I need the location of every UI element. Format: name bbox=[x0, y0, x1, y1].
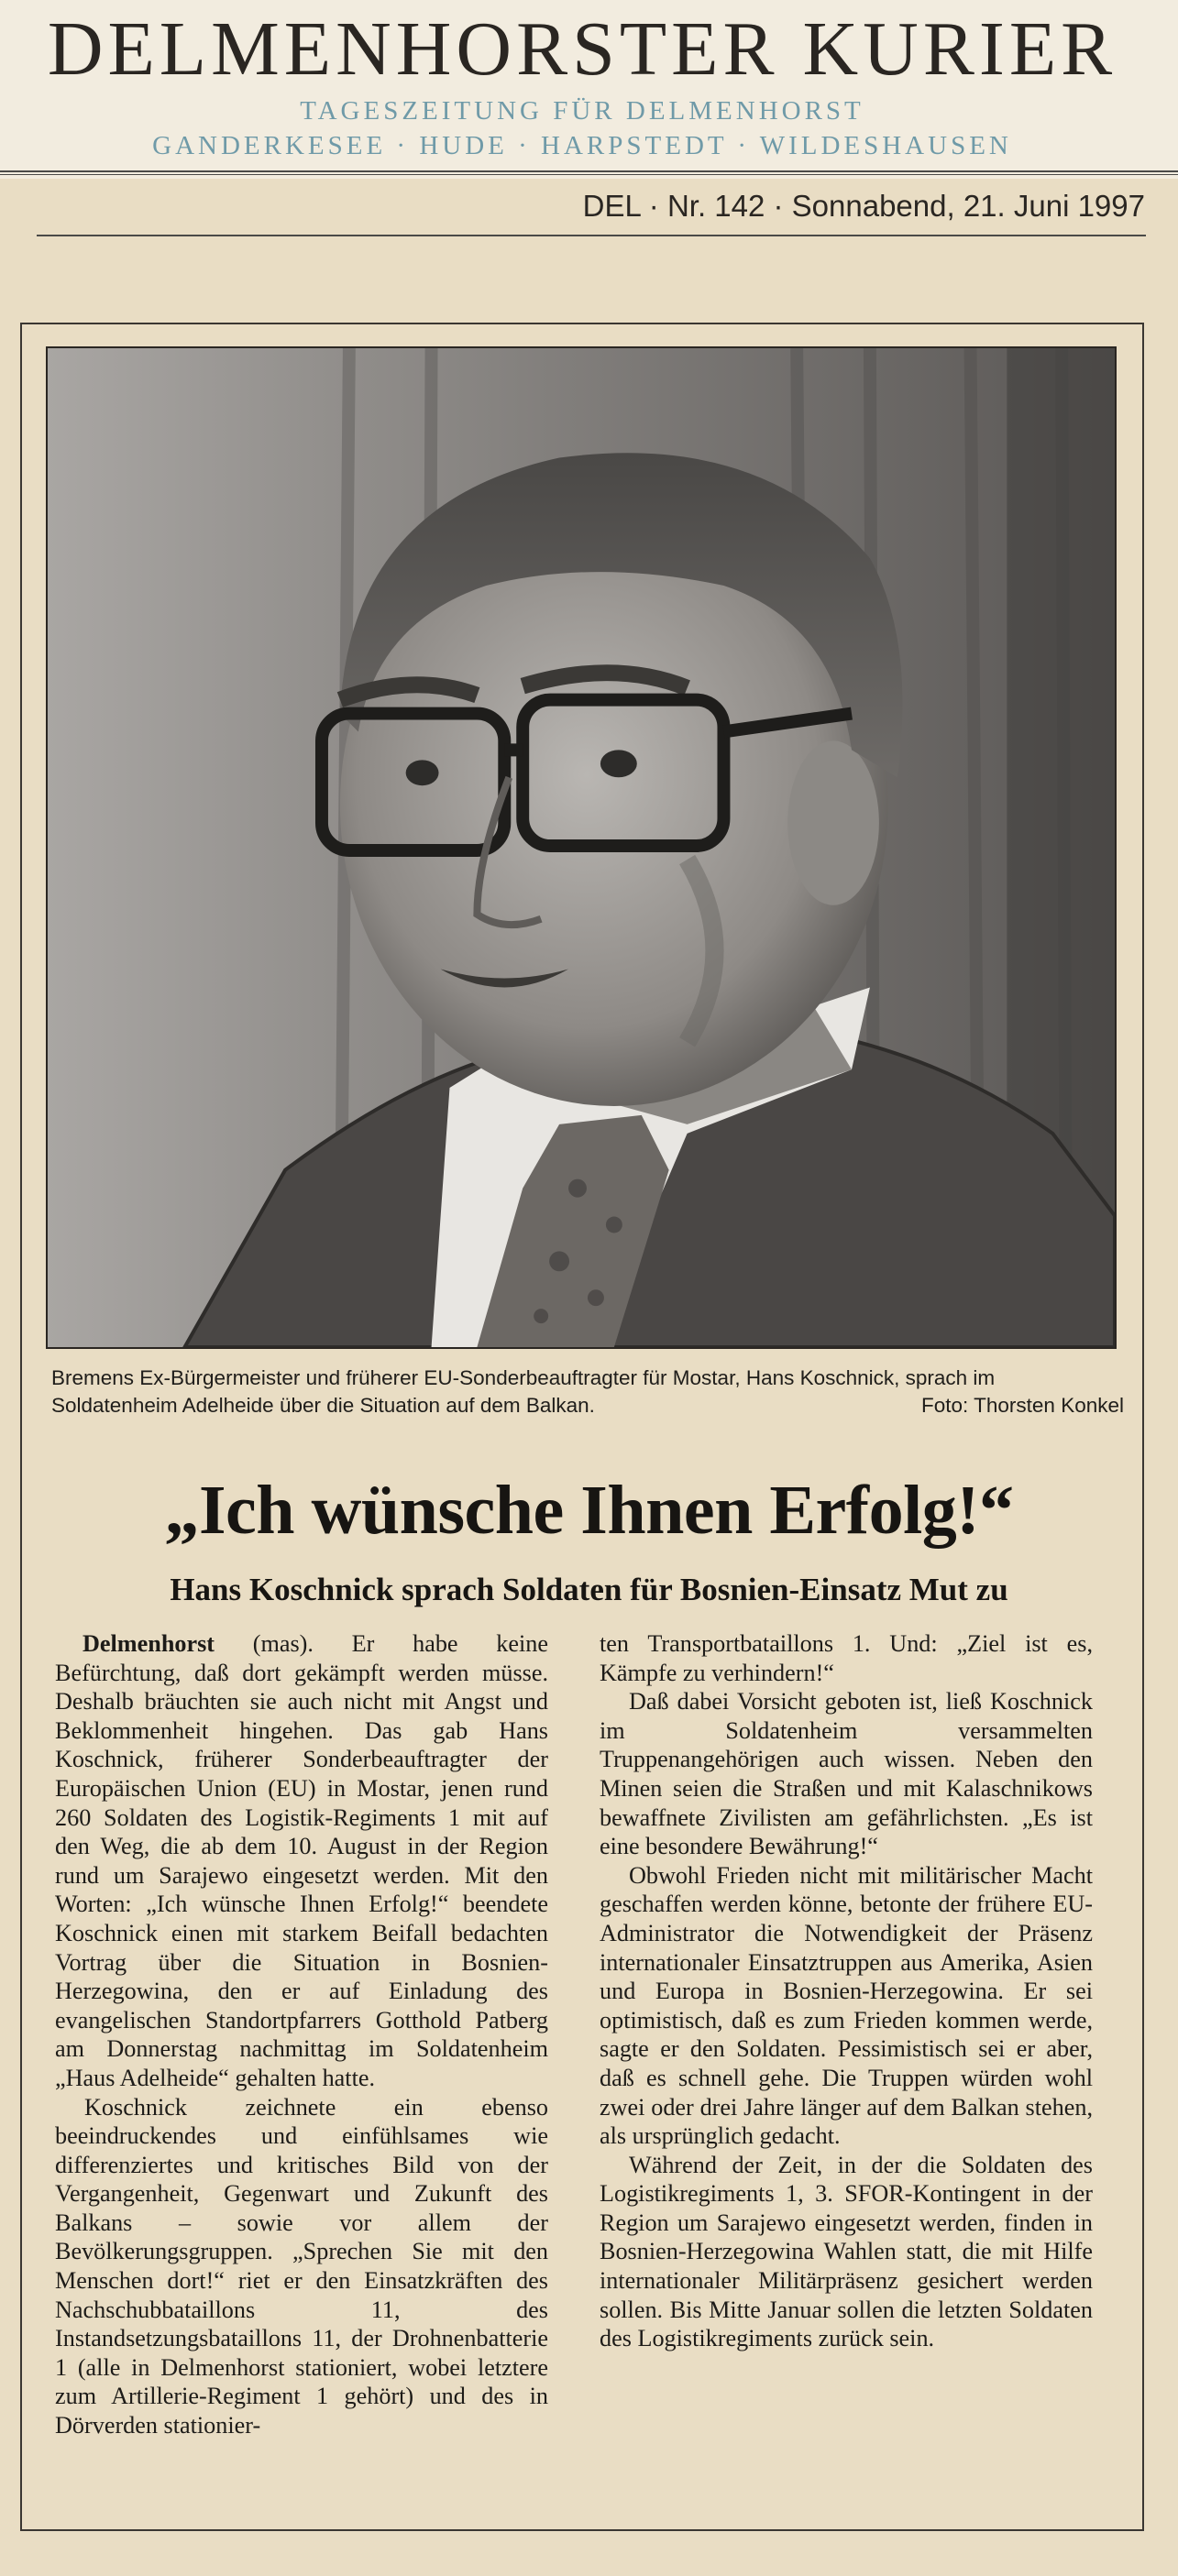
article-column-right bbox=[600, 1629, 1093, 2353]
speaker-portrait-image bbox=[48, 348, 1115, 1347]
caption-text: Bremens Ex-Bürgermeister und früherer EU-Sonderbeauftragter für Mostar, Hans Koschnick, sprach im Soldatenheim Adelheide über die Situation auf dem Balkan. bbox=[51, 1366, 996, 1417]
newspaper-subtitle: TAGESZEITUNG FÜR DELMENHORST bbox=[300, 96, 864, 126]
article-paragraph: Daß dabei Vorsicht geboten ist, ließ Koschnick im Soldatenheim versammelten Truppenangehörigen auch wissen. Neben den Minen seien die Straßen und mit Kalaschnikows bewaffnete Zivilisten am gefährlichsten. „Es ist eine besondere Bewährung!“ bbox=[600, 1688, 1093, 1860]
masthead-rule-top bbox=[0, 170, 1178, 172]
article-column-left bbox=[55, 1629, 548, 2440]
issue-rule bbox=[37, 235, 1146, 236]
article-photo bbox=[46, 346, 1117, 1349]
issue-line: DEL · Nr. 142 · Sonnabend, 21. Juni 1997 bbox=[582, 189, 1145, 223]
article-paragraph: ten Transportbataillons 1. Und: „Ziel ist es, Kämpfe zu verhindern!“ bbox=[600, 1630, 1093, 1686]
masthead-rule-thin bbox=[0, 174, 1178, 175]
photo-credit: Foto: Thorsten Konkel bbox=[921, 1394, 1124, 1417]
headline: „Ich wünsche Ihnen Erfolg!“ bbox=[164, 1472, 1014, 1549]
subheadline: Hans Koschnick sprach Soldaten für Bosnien-Einsatz Mut zu bbox=[170, 1572, 1008, 1607]
article-paragraph: Delmenhorst (mas). Er habe keine Befürchtung, daß dort gekämpft werden müsse. Deshalb bräuchten sie auch nicht mit Angst und Beklommenheit hingehen. Das gab Hans Koschnick, früherer Sonderbeauftragter der Europäischen Union (EU) in Mostar, jenen rund 260 Soldaten des Logistik-Regiments 1 mit auf den Weg, die ab dem 10. August in der Region rund um Sarajewo eingesetzt werden. Mit den Worten: „Ich wünsche Ihnen Erfolg!“ beendete Koschnick einen mit starkem Beifall bedachten Vortrag über die Situation in Bosnien-Herzegowina, den er auf Einladung des evangelischen Standortpfarrers Gotthold Patberg am Donnerstag nachmittag im Soldatenheim „Haus Adelheide“ gehalten hatte. bbox=[55, 1630, 548, 2091]
newspaper-title: DELMENHORSTER KURIER bbox=[47, 6, 1117, 92]
article-paragraph: Koschnick zeichnete ein ebenso beeindruckendes und einfühlsames wie differenziertes und kritisches Bild von der Vergangenheit, Gegenwart und Zukunft des Balkans – sowie vor allem der Bevölkerungsgruppen. „Sprechen Sie mit den Menschen dort!“ riet er den Einsatzkräften des Nachschubbataillons 11, des Instandsetzungsbataillons 11, der Drohnenbatterie 1 (alle in Delmenhorst stationiert, wobei letztere zum Artillerie-Regiment 1 gehört) und des in Dörverden stationier- bbox=[55, 2093, 548, 2439]
article-paragraph: Während der Zeit, in der die Soldaten des Logistikregiments 1, 3. SFOR-Kontingent in der Region um Sarajewo eingesetzt werden, finden in Bosnien-Herzegowina Wahlen statt, die mit Hilfe internationaler Militärpräsenz gesichert werden sollen. Bis Mitte Januar sollen die letzten Soldaten des Logistikregiments zurück sein. bbox=[600, 2151, 1093, 2352]
dateline: Delmenhorst bbox=[83, 1630, 215, 1657]
photo-caption bbox=[51, 1365, 1124, 1420]
article-paragraph: Obwohl Frieden nicht mit militärischer Macht geschaffen werden könne, betonte der frühere EU-Administrator die Notwendigkeit der Präsenz internationaler Einsatztruppen aus Amerika, Asien und Europa in Bosnien-Herzegowina. Er sei optimistisch, daß es zum Frieden kommen werde, sagte er den Soldaten. Pessimistisch sei er aber, daß es schnell gehe. Die Truppen würden wohl zwei oder drei Jahre länger auf dem Balkan stehen, als ursprünglich gedacht. bbox=[600, 1861, 1093, 2150]
masthead bbox=[0, 0, 1178, 179]
newspaper-regions: GANDERKESEE · HUDE · HARPSTEDT · WILDESHAUSEN bbox=[152, 131, 1012, 160]
